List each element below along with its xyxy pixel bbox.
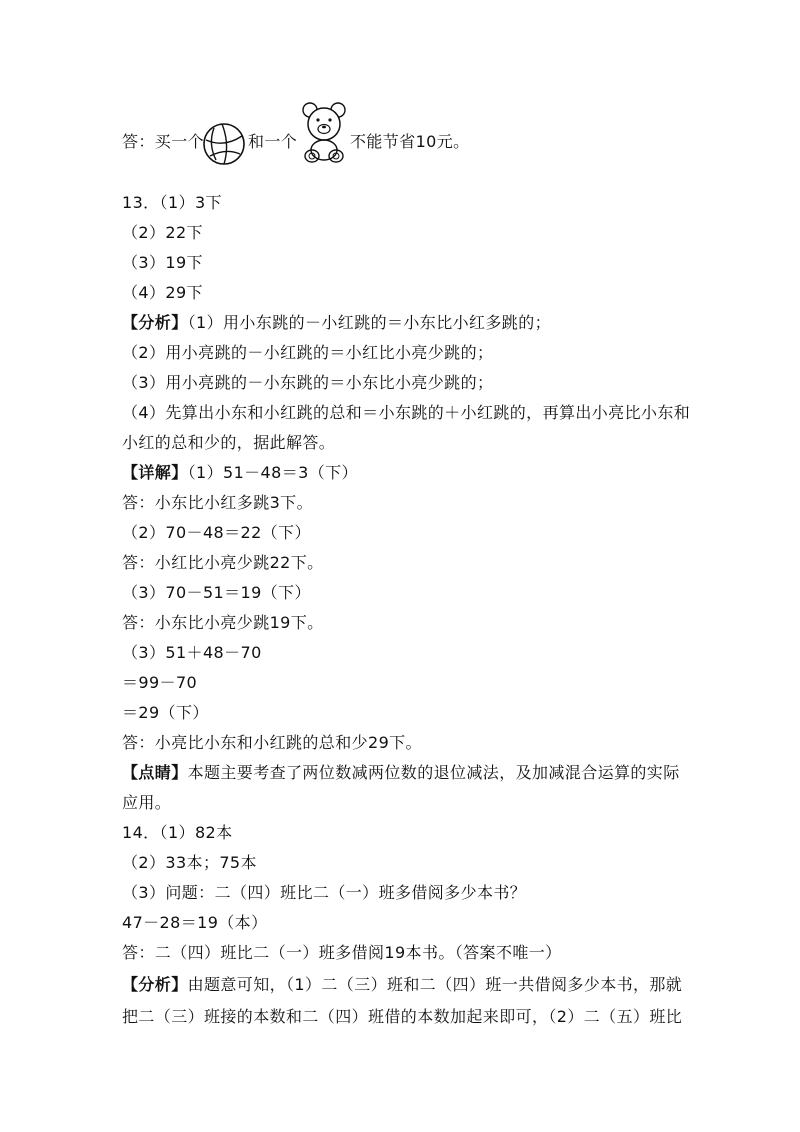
detail-text: （1）51－48＝3（下）: [187, 463, 358, 482]
q13-detail-10: 答：小亮比小东和小红跳的总和少29下。: [122, 733, 422, 752]
comment-text: 本题主要考查了两位数减两位数的退位减法，及加减混合运算的实际: [187, 763, 680, 782]
q13-comment-line: [122, 763, 680, 783]
q13-detail-5: （3）70－51＝19（下）: [122, 583, 311, 602]
answer-prefix: 答：买一个: [122, 132, 205, 151]
q13-detail-2: 答：小东比小红多跳3下。: [122, 493, 313, 512]
q14-answer-5: 答：二（四）班比二（一）班多借阅19本书。（答案不唯一）: [122, 943, 562, 962]
comment-label: 【点睛】: [122, 763, 188, 782]
q13-detail-3: （2）70－48＝22（下）: [122, 523, 311, 542]
q13-analysis-4: （4）先算出小东和小红跳的总和＝小东跳的＋小红跳的，再算出小亮比小东和: [122, 403, 691, 422]
analysis-label: 【分析】: [122, 975, 188, 994]
detail-label: 【详解】: [122, 463, 188, 482]
q13-detail-9: ＝29（下）: [122, 703, 209, 722]
q13-comment-2: 应用。: [122, 793, 172, 812]
q13-analysis-line: [122, 313, 551, 333]
q13-detail-6: 答：小东比小亮少跳19下。: [122, 613, 324, 632]
q14-answer-3: （3）问题：二（四）班比二（一）班多借阅多少本书？: [122, 883, 527, 902]
q13-detail-line: [122, 463, 358, 483]
answer-12: [122, 132, 204, 152]
q14-answer-2: （2）33本；75本: [122, 853, 257, 872]
q13-answer-3: （3）19下: [122, 253, 203, 272]
q13-analysis-2: （2）用小亮跳的－小红跳的＝小红比小亮少跳的；: [122, 343, 494, 362]
q13-detail-8: ＝99－70: [122, 673, 198, 692]
q13-analysis-5: 小红的总和少的，据此解答。: [122, 433, 336, 452]
q13-analysis-3: （3）用小亮跳的－小东跳的＝小东比小亮少跳的；: [122, 373, 494, 392]
analysis-label: 【分析】: [122, 313, 188, 332]
teddy-bear-icon: [300, 100, 348, 166]
q13-detail-7: （3）51＋48－70: [122, 643, 262, 662]
q13-detail-4: 答：小红比小亮少跳22下。: [122, 553, 324, 572]
q14-analysis-2: 把二（三）班接的本数和二（四）班借的本数加起来即可，（2）二（五）班比: [122, 1007, 683, 1026]
q13-answer-1: 13．（1）3下: [122, 193, 222, 212]
analysis-text: 由题意可知，（1）二（三）班和二（四）班一共借阅多少本书，那就: [187, 975, 683, 994]
answer-suffix: 不能节省10元。: [350, 132, 470, 151]
q14-analysis-line: [122, 975, 682, 995]
analysis-text: （1）用小东跳的－小红跳的＝小东比小红多跳的；: [187, 313, 551, 332]
basketball-icon: [202, 122, 246, 166]
q14-answer-4: 47－28＝19（本）: [122, 913, 268, 932]
q14-answer-1: 14．（1）82本: [122, 823, 233, 842]
answer-middle: 和一个: [248, 132, 298, 151]
q13-answer-2: （2）22下: [122, 223, 203, 242]
q13-answer-4: （4）29下: [122, 283, 203, 302]
